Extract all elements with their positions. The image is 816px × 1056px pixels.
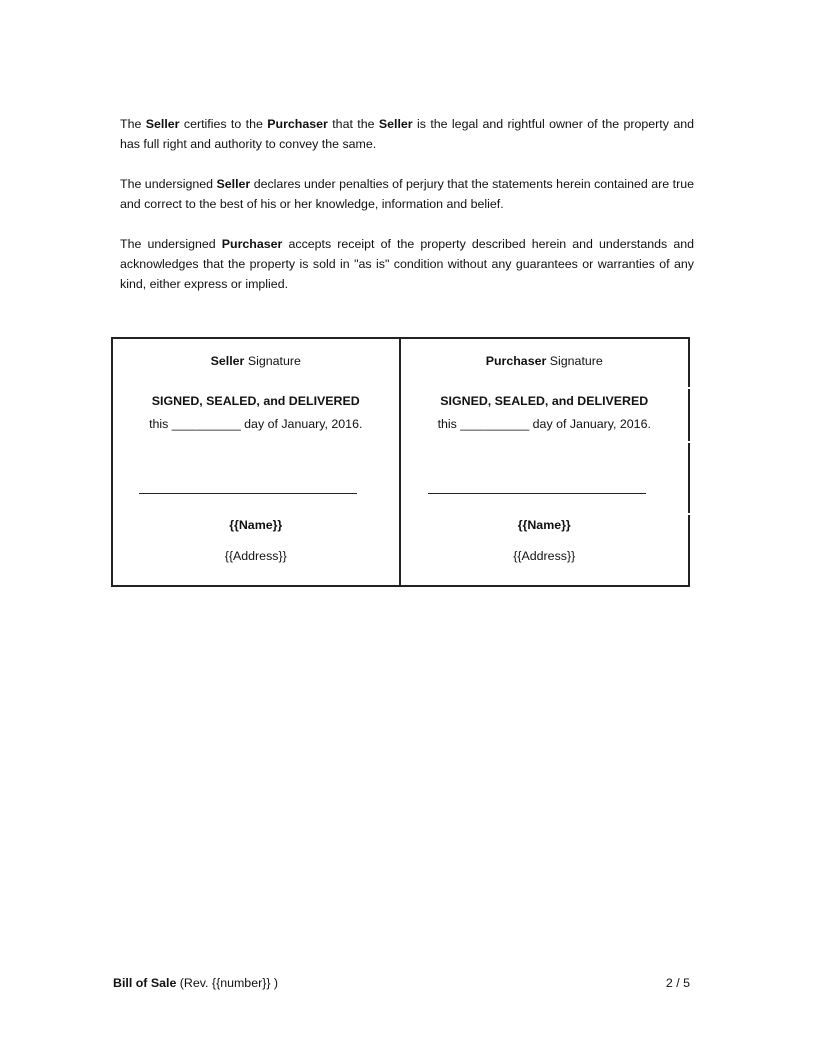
seller-term: Seller bbox=[216, 177, 251, 191]
signature-label: Signature bbox=[546, 354, 603, 368]
text: declares under penalties of perjury that the statements herein contained are true and correct to the best of his or her knowledge, information and belief. bbox=[120, 177, 694, 211]
seller-name: {{Name}} bbox=[229, 518, 283, 532]
purchaser-term: Purchaser bbox=[267, 117, 328, 131]
seller-role: Seller bbox=[210, 354, 245, 368]
seller-signature-block bbox=[113, 339, 401, 585]
border-gap bbox=[688, 441, 690, 443]
perjury-declaration-paragraph bbox=[120, 174, 694, 214]
purchaser-signature-block bbox=[401, 339, 689, 585]
purchaser-signature-header bbox=[401, 354, 689, 368]
page-number: 2 / 5 bbox=[665, 976, 690, 990]
border-gap bbox=[688, 387, 690, 389]
footer-title: Bill of Sale bbox=[113, 976, 177, 990]
seller-term: Seller bbox=[378, 117, 413, 131]
footer-revision: (Rev. {{number}} ) bbox=[176, 976, 279, 990]
date-line: this __________ day of January, 2016. bbox=[437, 417, 651, 431]
text: The bbox=[120, 117, 146, 131]
signed-sealed-delivered: SIGNED, SEALED, and DELIVERED bbox=[151, 394, 360, 408]
footer-document-title bbox=[113, 976, 278, 990]
seller-address: {{Address}} bbox=[224, 549, 287, 563]
ownership-certification-paragraph bbox=[120, 114, 694, 154]
purchaser-name: {{Name}} bbox=[517, 518, 571, 532]
text: is the legal and rightful owner of the property and has full right and authority to convey the same. bbox=[120, 117, 694, 151]
text: that the bbox=[327, 117, 379, 131]
purchaser-address: {{Address}} bbox=[513, 549, 576, 563]
seller-term: Seller bbox=[145, 117, 180, 131]
border-gap bbox=[688, 513, 690, 515]
signed-sealed-delivered: SIGNED, SEALED, and DELIVERED bbox=[440, 394, 649, 408]
text: The undersigned bbox=[120, 177, 217, 191]
signature-label: Signature bbox=[244, 354, 301, 368]
signature-table bbox=[111, 337, 690, 587]
seller-signature-header bbox=[113, 354, 399, 368]
text: The undersigned bbox=[120, 237, 222, 251]
text: accepts receipt of the property described herein and understands and acknowledges that the property is sold in "as is" condition without any guarantees or warranties of any kind, either express or implied. bbox=[120, 237, 694, 291]
purchaser-term: Purchaser bbox=[221, 237, 283, 251]
as-is-acceptance-paragraph bbox=[120, 234, 694, 294]
date-line: this __________ day of January, 2016. bbox=[149, 417, 363, 431]
purchaser-role: Purchaser bbox=[485, 354, 547, 368]
seller-signature-line bbox=[139, 493, 357, 494]
text: certifies to the bbox=[179, 117, 268, 131]
purchaser-signature-line bbox=[428, 493, 646, 494]
